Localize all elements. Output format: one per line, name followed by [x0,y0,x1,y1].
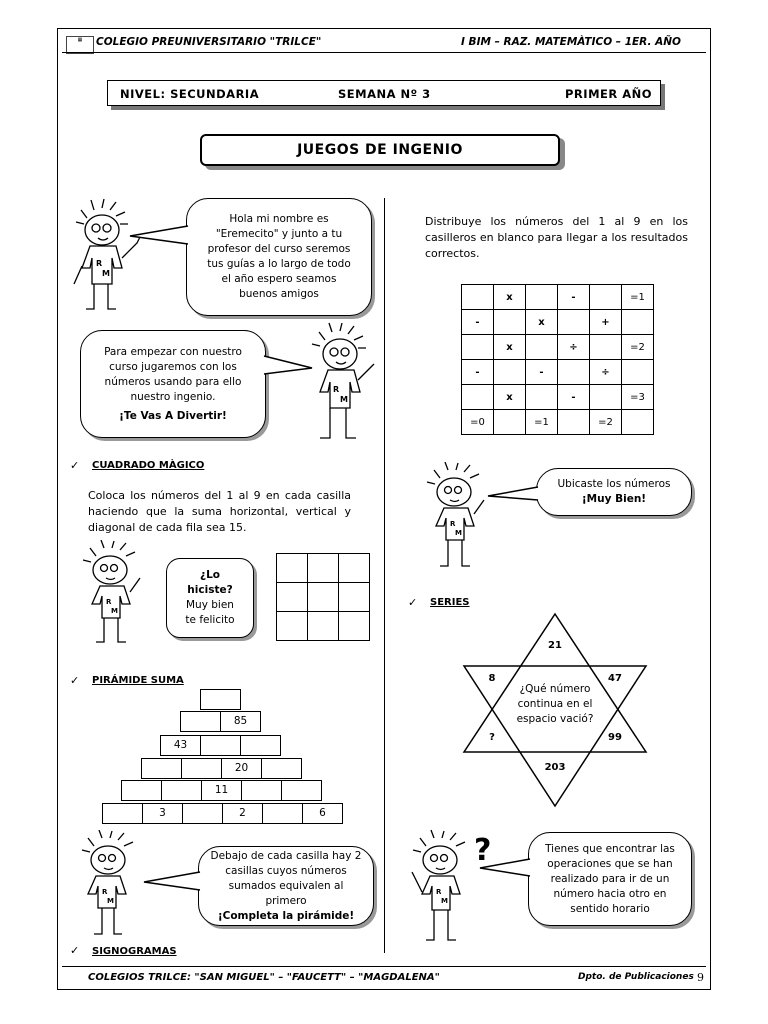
bubble-line-bold: ¡Te Vas A Divertir! [119,409,227,422]
series-value-left-top: 8 [488,673,496,684]
svg-text:R: R [436,888,442,896]
check-icon: ✓ [70,674,80,687]
svg-text:R: R [450,520,456,528]
grid-row [462,310,654,335]
grid-empty-cell[interactable] [526,335,558,360]
mascot-thinking-icon [76,540,156,658]
magic-cell[interactable] [308,583,339,612]
grid-empty-cell[interactable] [526,285,558,310]
svg-text:R: R [96,259,103,268]
section-heading-series: SERIES [430,597,470,608]
bubble-line: casillas cuyos números [225,864,347,877]
speech-bubble-start [80,330,266,438]
grid-row [462,410,654,435]
pyramid-cell[interactable] [181,758,222,779]
bubble-line: profesor del curso seremos [207,243,351,255]
svg-text:R: R [333,385,340,394]
check-icon: ✓ [70,459,80,472]
grid-symbol-cell: + [590,310,622,335]
pyramid-cell[interactable] [141,758,182,779]
week-label: SEMANA Nº 3 [338,87,431,101]
footer-department: Dpto. de Publicaciones [578,972,694,982]
bubble-line-bold: ¡Muy Bien! [581,493,647,505]
bubble-line: sentido horario [570,902,650,915]
speech-bubble-grid [536,468,692,516]
bubble-line: buenos amigos [239,288,319,300]
section-heading-magic-square: CUADRADO MÀGICO [92,460,205,471]
grade-label: PRIMER AÑO [565,87,653,101]
grid-empty-cell[interactable] [494,410,526,435]
magic-cell[interactable] [308,554,339,583]
magic-cell[interactable] [277,612,308,641]
bubble-line: operaciones que se han [547,857,673,870]
series-value-bottom: 203 [544,762,566,773]
bubble-line: te felicito [185,614,235,626]
pyramid-cell[interactable] [240,735,281,756]
bubble-line: el año espero seamos [221,273,337,285]
bubble-line: curso jugaremos con los [109,360,237,373]
magic-square-instructions: Coloca los números del 1 al 9 en cada casilla haciendo que la suma horizontal, vertical y diagonal de cada fila sea 15. [88,489,351,534]
grid-symbol-cell: =3 [622,385,654,410]
bubble-line: tus guías a lo largo de todo [207,258,351,270]
series-question [505,682,605,727]
magic-cell[interactable] [277,583,308,612]
bubble-line: Muy bien [186,599,234,611]
grid-empty-cell[interactable] [558,360,590,385]
grid-empty-cell[interactable] [462,335,494,360]
pyramid-cell[interactable] [281,780,322,801]
bubble-line-bold: ¡Completa la pirámide! [217,909,355,922]
magic-cell[interactable] [277,554,308,583]
svg-text:M: M [340,395,348,404]
series-value-right-bottom: 99 [608,732,622,743]
grid-row [462,335,654,360]
section-heading-pyramid: PIRÁMIDE SUMA [92,675,184,686]
grid-empty-cell[interactable] [462,285,494,310]
pyramid-cell[interactable] [200,735,241,756]
speech-bubble-pyramid [198,846,374,926]
grid-symbol-cell: x [494,385,526,410]
header-rule [62,52,706,53]
grid-row [462,285,654,310]
bubble-line: nuestro ingenio. [130,390,216,403]
svg-text:M: M [111,607,118,615]
svg-text:M: M [441,897,448,905]
mascot-question-icon [404,826,496,956]
grid-empty-cell[interactable] [494,310,526,335]
speech-bubble-series [528,832,692,926]
pyramid-cell[interactable] [241,780,282,801]
grid-symbol-cell: ÷ [558,335,590,360]
pyramid-cell[interactable]: 2 [222,803,263,824]
magic-cell[interactable] [339,554,370,583]
grid-symbol-cell: x [526,310,558,335]
magic-cell[interactable] [339,612,370,641]
footer-rule [62,966,706,967]
grid-symbol-cell: - [558,385,590,410]
question-line: espacio vació? [516,713,594,725]
column-divider [384,198,385,953]
bubble-line: sumados equivalen al primero [228,879,344,907]
grid-symbol-cell: - [558,285,590,310]
bubble-line: Ubicaste los números [557,478,671,490]
mascot-icon [80,830,150,948]
level-banner [107,80,661,106]
pyramid-cell[interactable]: 11 [201,780,242,801]
bubble-line: "Eremecito" y junto a tu [215,228,343,240]
grid-empty-cell[interactable] [558,410,590,435]
grid-symbol-cell: x [494,285,526,310]
grid-empty-cell[interactable] [462,385,494,410]
pyramid-cell[interactable] [121,780,162,801]
bubble-line-bold: ¿Lo [199,569,220,581]
grid-symbol-cell: x [494,335,526,360]
grid-empty-cell[interactable] [526,385,558,410]
bubble-tail [128,222,190,248]
grid-symbol-cell: - [462,360,494,385]
grid-empty-cell[interactable] [622,310,654,335]
header-course: I BIM – RAZ. MATEMÀTICO – 1ER. AÑO [461,36,681,48]
series-value-left-bottom: ? [489,732,495,743]
check-icon: ✓ [408,596,418,609]
grid-empty-cell[interactable] [622,360,654,385]
series-value-right-top: 47 [608,673,622,684]
pyramid-cell[interactable]: 20 [221,758,262,779]
grid-empty-cell[interactable] [558,310,590,335]
pyramid-cell[interactable]: 43 [160,735,201,756]
school-logo-icon: ▦ [66,36,94,54]
grid-empty-cell[interactable] [590,385,622,410]
bubble-line: Para empezar con nuestro [104,345,242,358]
pyramid-cell[interactable]: 85 [220,711,261,732]
magic-cell[interactable] [339,583,370,612]
grid-symbol-cell: - [526,360,558,385]
question-line: ¿Qué número [519,683,591,695]
speech-bubble-intro [186,198,372,316]
grid-empty-cell[interactable] [622,410,654,435]
mascot-icon [72,198,152,323]
magic-square-grid [276,553,370,641]
svg-text:R: R [102,888,108,896]
pyramid-cell[interactable] [182,803,223,824]
bubble-line-bold: hiciste? [187,584,233,596]
grid-symbol-cell: =2 [590,410,622,435]
bubble-tail [478,856,532,880]
grid-symbol-cell: ÷ [590,360,622,385]
grid-symbol-cell: =0 [462,410,494,435]
grid-symbol-cell: =2 [622,335,654,360]
bubble-tail [486,484,540,504]
svg-text:?: ? [474,833,492,868]
pyramid-cell[interactable]: 3 [142,803,183,824]
svg-text:M: M [107,897,114,905]
grid-empty-cell[interactable] [590,335,622,360]
pyramid-cell[interactable] [102,803,143,824]
question-line: continua en el [517,698,593,710]
grid-symbol-cell: - [462,310,494,335]
magic-cell[interactable] [308,612,339,641]
grid-row [462,360,654,385]
svg-text:M: M [102,269,110,278]
header-school: COLEGIO PREUNIVERSITARIO "TRILCE" [96,36,322,48]
operation-grid [461,284,654,435]
pyramid-cell[interactable] [262,803,303,824]
mascot-icon [300,322,380,457]
bubble-line: números usando para ello [104,375,242,388]
svg-text:R: R [106,598,112,606]
speech-bubble-magic [166,558,254,638]
grid-empty-cell[interactable] [494,360,526,385]
series-value-top: 21 [548,640,562,651]
grid-empty-cell[interactable] [590,285,622,310]
grid-symbol-cell: =1 [622,285,654,310]
mascot-thinking-icon [418,462,498,580]
bubble-line: Tienes que encontrar las [545,842,675,855]
section-heading-signogramas: SIGNOGRAMAS [92,946,177,957]
footer-schools: COLEGIOS TRILCE: "SAN MIGUEL" – "FAUCETT" – "MAGDALENA" [88,972,440,983]
page-number: 9 [697,971,704,984]
pyramid-cell[interactable]: 6 [302,803,343,824]
level-label: NIVEL: SECUNDARIA [120,87,260,101]
svg-text:M: M [455,529,462,537]
pyramid-cell[interactable] [180,711,221,732]
bubble-line: número hacia otro en [553,887,667,900]
pyramid-cell[interactable] [261,758,302,779]
grid-row [462,385,654,410]
pyramid-cell[interactable] [200,689,241,710]
grid-puzzle-instructions: Distribuye los números del 1 al 9 en los casilleros en blanco para llegar a los resultados correctos. [425,215,688,260]
bubble-line: realizado para ir de un [550,872,670,885]
grid-symbol-cell: =1 [526,410,558,435]
check-icon: ✓ [70,944,80,957]
bubble-tail [142,868,202,894]
pyramid-cell[interactable] [161,780,202,801]
page-title: JUEGOS DE INGENIO [200,134,560,166]
bubble-line: Hola mi nombre es [229,213,329,225]
bubble-line: Debajo de cada casilla hay 2 [210,849,362,862]
